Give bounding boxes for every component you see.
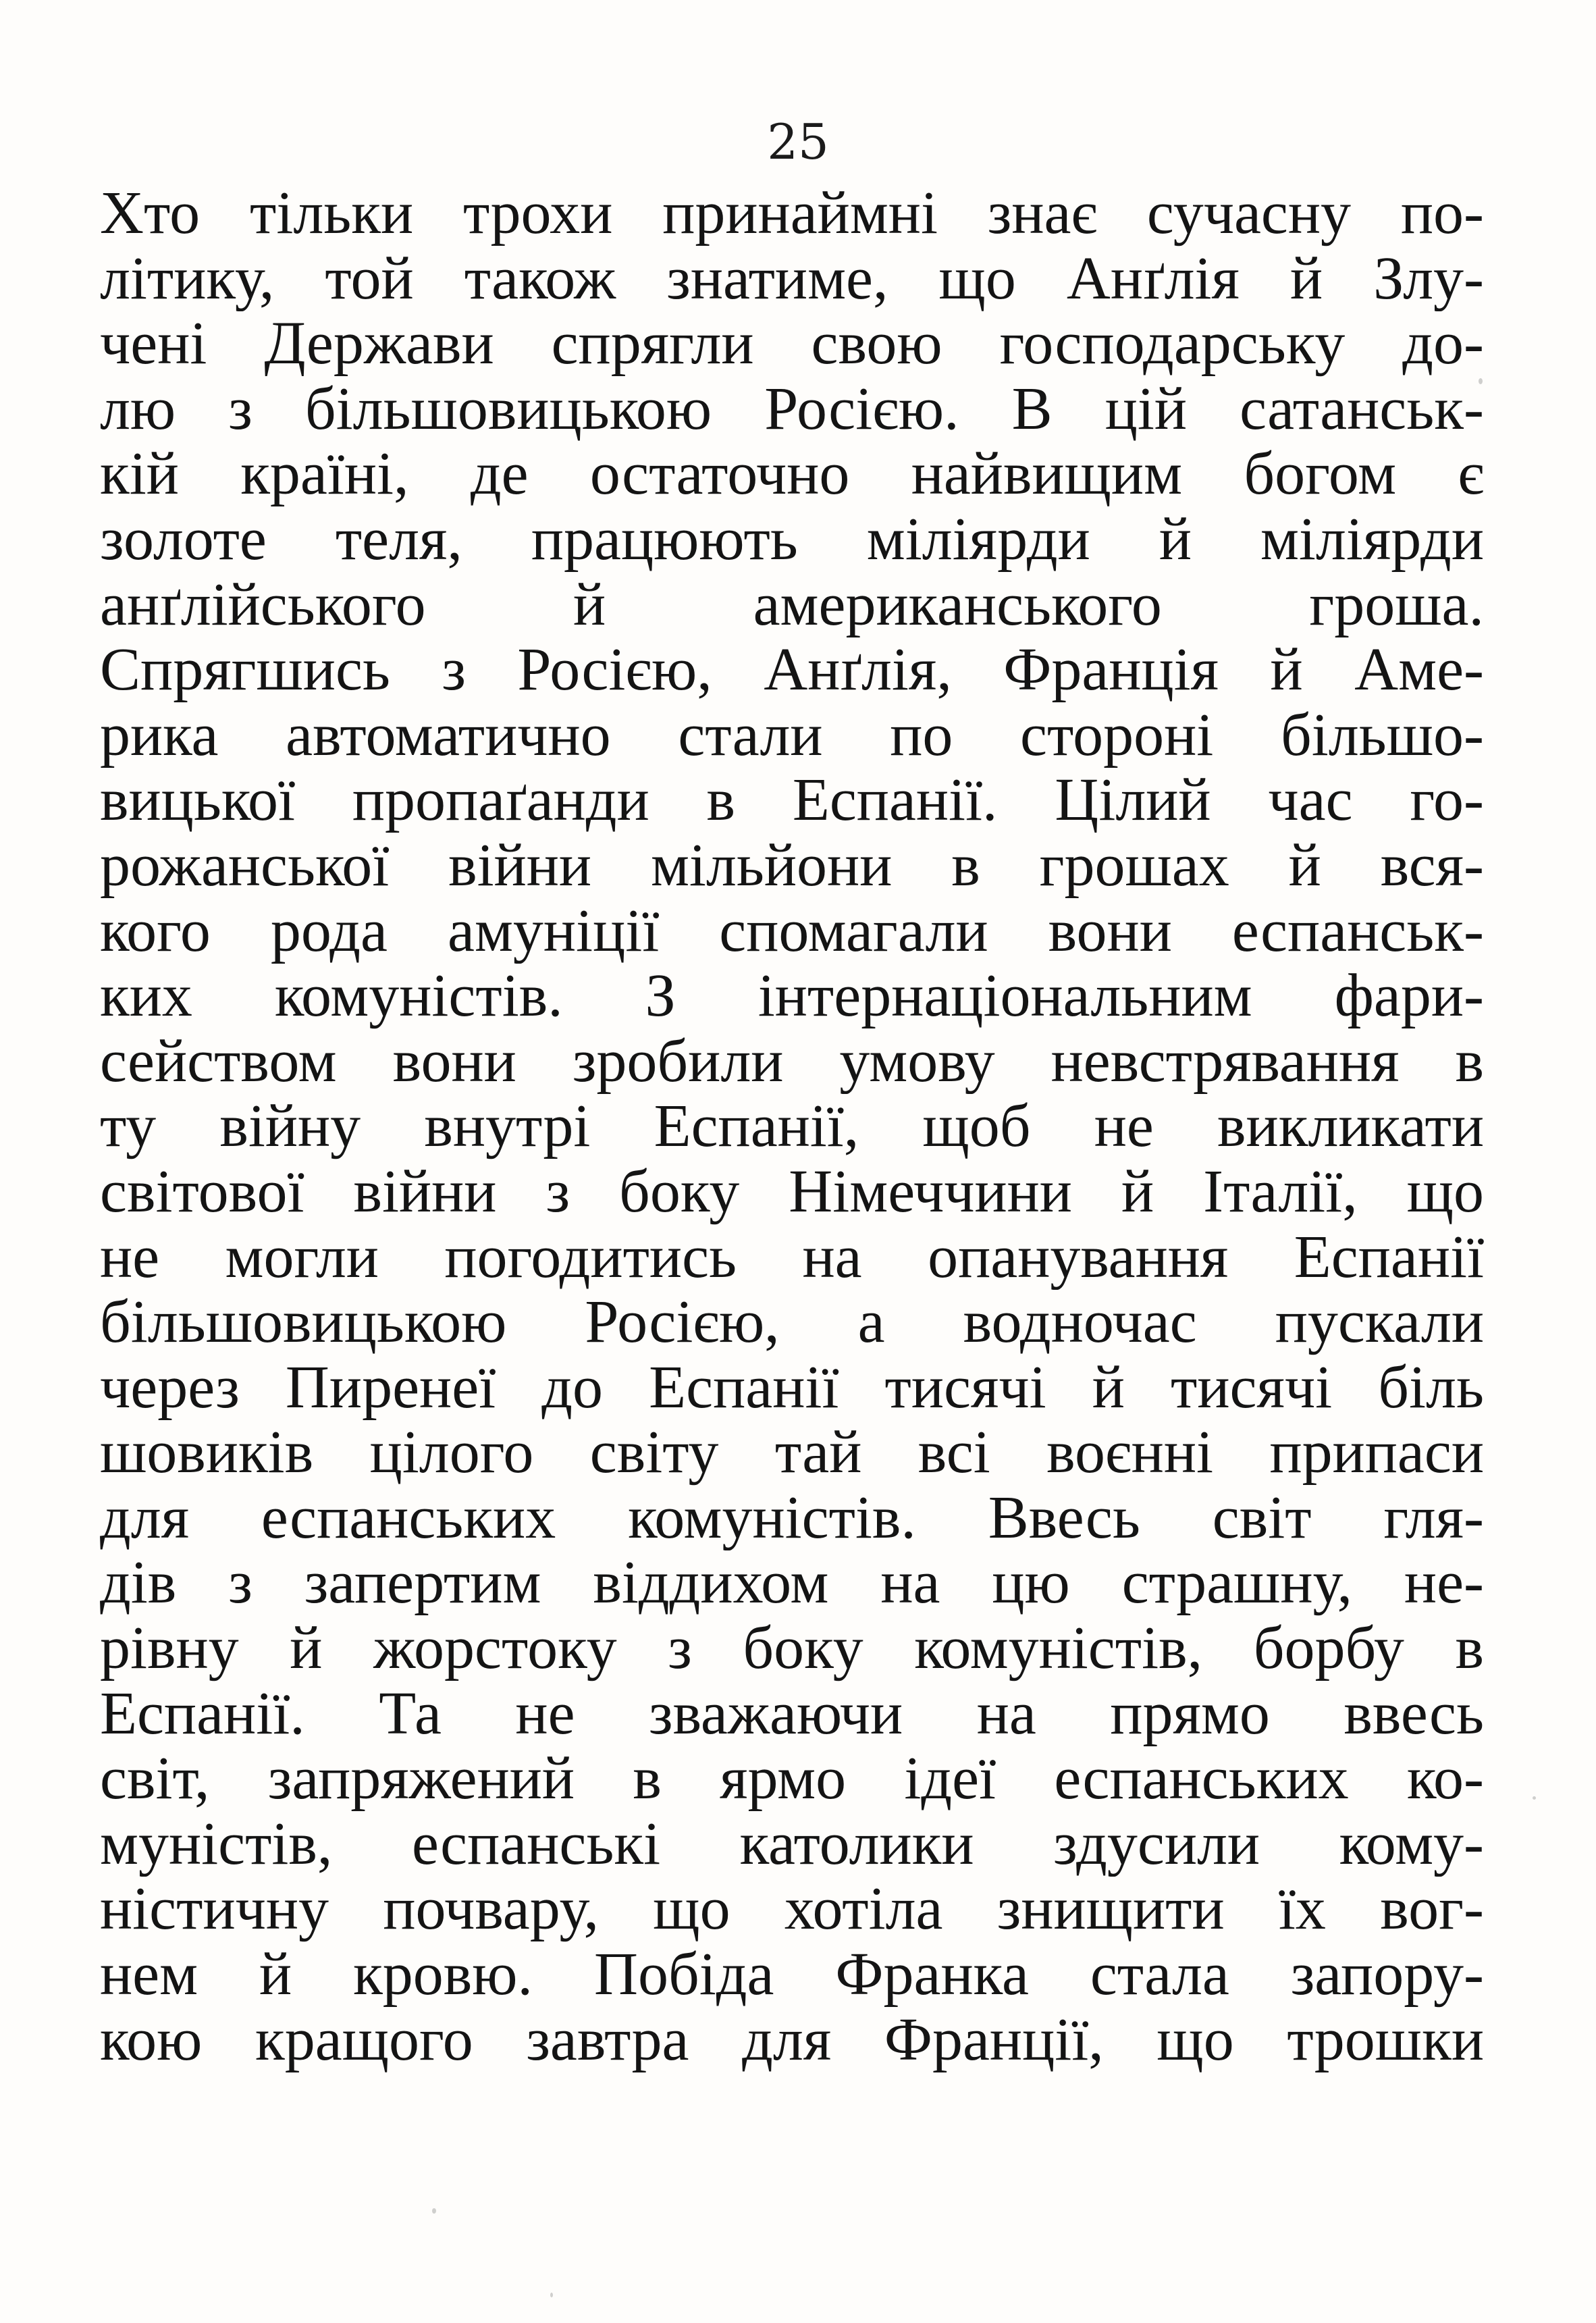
text-line: рівну й жорстоку з боку комуністів, борбу в: [100, 1616, 1484, 1681]
text-line: лю з більшовицькою Росією. В цій сатанськ-: [100, 376, 1484, 442]
text-line: для еспанських комуністів. Ввесь світ гля-: [100, 1485, 1484, 1551]
body-text: [100, 181, 1484, 2072]
text-line: анґлійського й американського гроша.: [100, 572, 1484, 638]
text-line: через Пиренеї до Еспанії тисячі й тисячі біль: [100, 1355, 1484, 1421]
page-number: 25: [767, 113, 829, 170]
text-line: ких комуністів. З інтернаціональним фари-: [100, 964, 1484, 1029]
paper-speck: [550, 2293, 553, 2297]
text-line: кого рода амуніції спомагали вони еспанськ-: [100, 898, 1484, 964]
text-line: Спрягшись з Росією, Анґлія, Франція й Аме-: [100, 637, 1484, 703]
paper-speck: [1533, 1796, 1536, 1800]
text-line: дів з запертим віддихом на цю страшну, не-: [100, 1550, 1484, 1617]
text-line: муністів, еспанські католики здусили кому-: [100, 1811, 1484, 1877]
text-line: сейством вони зробили умову невстрявання в: [100, 1028, 1484, 1095]
text-line: рожанської війни мільйони в грошах й вся-: [100, 833, 1484, 899]
text-line: світової війни з боку Німеччини й Італії, що: [100, 1159, 1484, 1225]
text-line: рика автоматично стали по стороні більшо-: [100, 702, 1484, 768]
text-line: золоте теля, працюють міліярди й міліярди: [100, 506, 1484, 573]
text-line: нем й кровю. Побіда Франка стала запору-: [100, 1942, 1484, 2008]
text-line: літику, той також знатиме, що Анґлія й Злу-: [100, 246, 1484, 312]
text-line: світ, запряжений в ярмо ідеї еспанських ко-: [100, 1746, 1484, 1812]
text-line: Еспанії. Та не зважаючи на прямо ввесь: [100, 1681, 1484, 1747]
text-line: ністичну почвару, що хотіла знищити їх вог-: [100, 1877, 1484, 1943]
paper-speck: [1479, 378, 1483, 384]
text-line: вицької пропаґанди в Еспанії. Цілий час го-: [100, 768, 1484, 833]
text-line: більшовицькою Росією, а водночас пускали: [100, 1290, 1484, 1355]
paper-speck: [432, 2208, 436, 2214]
text-line: чені Держави спрягли свою господарську до-: [100, 311, 1484, 377]
text-line: шовиків цілого світу тай всі воєнні припаси: [100, 1420, 1484, 1486]
text-line: не могли погодитись на опанування Еспанії: [100, 1224, 1484, 1290]
text-line: ту війну внутрі Еспанії, щоб не викликати: [100, 1094, 1484, 1159]
text-line: Хто тільки трохи принаймні знає сучасну по-: [100, 181, 1484, 246]
text-line: кою кращого завтра для Франції, що трошки: [100, 2007, 1484, 2073]
text-line: кій країні, де остаточно найвищим богом є: [100, 442, 1484, 507]
